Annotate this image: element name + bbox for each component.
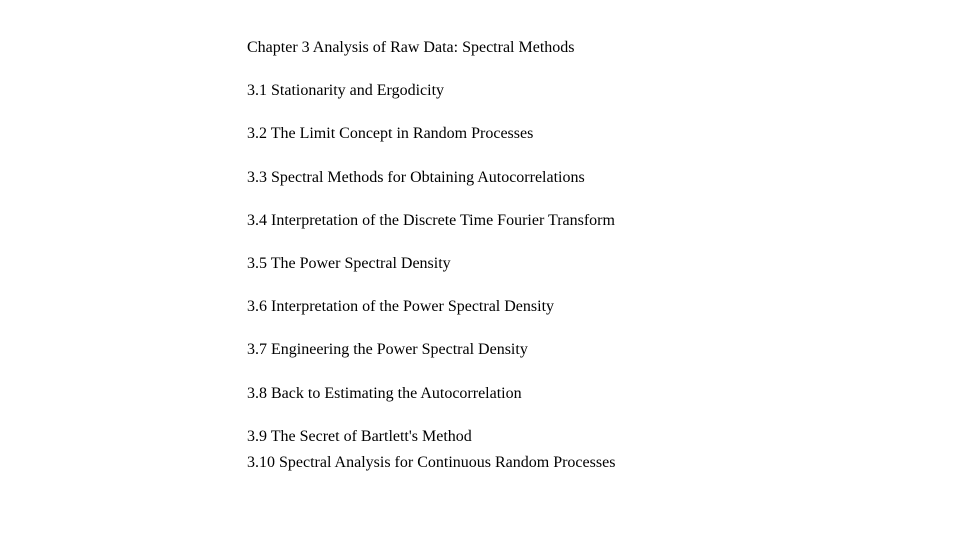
section-item: 3.5 The Power Spectral Density bbox=[247, 255, 451, 272]
chapter-title: Chapter 3 Analysis of Raw Data: Spectral Methods bbox=[247, 39, 575, 56]
section-item: 3.10 Spectral Analysis for Continuous Random Processes bbox=[247, 454, 616, 471]
section-item: 3.7 Engineering the Power Spectral Density bbox=[247, 341, 528, 358]
section-item: 3.4 Interpretation of the Discrete Time Fourier Transform bbox=[247, 212, 615, 229]
section-item: 3.8 Back to Estimating the Autocorrelation bbox=[247, 385, 522, 402]
section-item: 3.3 Spectral Methods for Obtaining Autocorrelations bbox=[247, 169, 585, 186]
section-item: 3.9 The Secret of Bartlett's Method bbox=[247, 428, 472, 445]
section-item: 3.6 Interpretation of the Power Spectral Density bbox=[247, 298, 555, 315]
section-item: 3.2 The Limit Concept in Random Processes bbox=[247, 125, 534, 142]
section-item: 3.1 Stationarity and Ergodicity bbox=[247, 82, 445, 99]
